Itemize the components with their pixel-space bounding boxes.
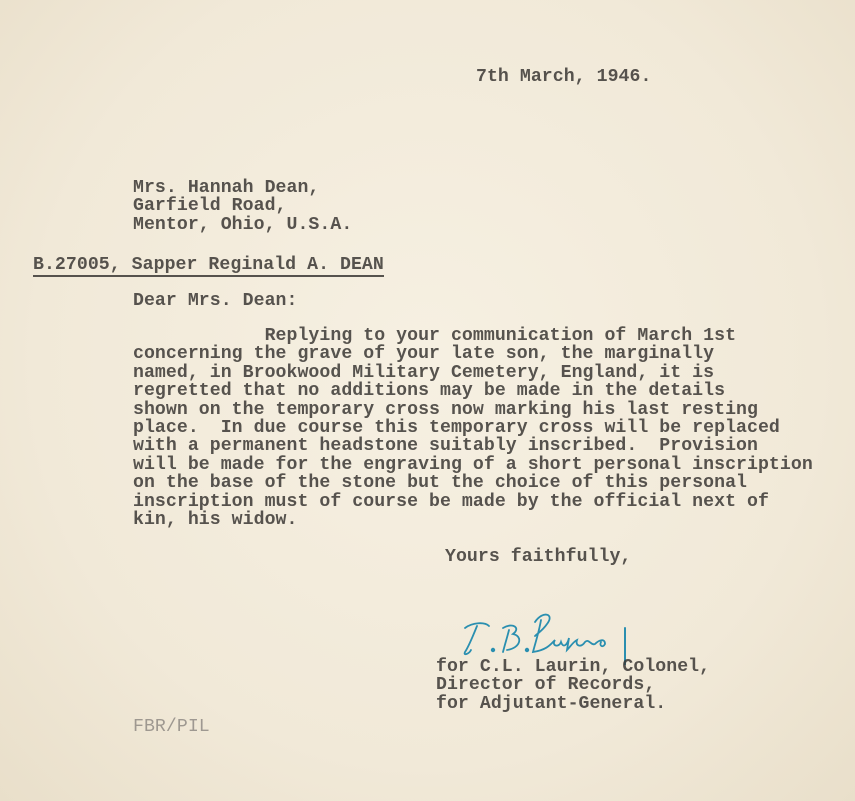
body-line: Replying to your communication of March 1st bbox=[133, 326, 737, 346]
address-line: Garfield Road, bbox=[133, 196, 287, 217]
body-line: inscription must of course be made by the official next of bbox=[133, 491, 769, 512]
body-line: will be made for the engraving of a short personal inscription bbox=[133, 454, 813, 475]
signature-block bbox=[436, 658, 710, 713]
handwritten-signature bbox=[455, 600, 645, 665]
body-line: on the base of the stone but the choice of this personal bbox=[133, 473, 747, 494]
body-line: regretted that no additions may be made in the details bbox=[133, 381, 726, 402]
letter-body bbox=[133, 327, 813, 529]
reference-initials: FBR/PIL bbox=[133, 717, 210, 737]
letter-date: 7th March, 1946. bbox=[476, 67, 652, 87]
address-line: Mrs. Hannah Dean, bbox=[133, 178, 320, 198]
body-line: concerning the grave of your late son, the marginally bbox=[133, 344, 715, 365]
signature-line: for C.L. Laurin, Colonel, bbox=[436, 657, 711, 677]
complimentary-close: Yours faithfully, bbox=[445, 547, 632, 567]
address-line: Mentor, Ohio, U.S.A. bbox=[133, 214, 353, 235]
signature-line: Director of Records, bbox=[436, 675, 656, 696]
body-line: kin, his widow. bbox=[133, 510, 298, 531]
signature-line: for Adjutant-General. bbox=[436, 693, 667, 714]
subject-reference: B.27005, Sapper Reginald A. DEAN bbox=[33, 256, 384, 277]
body-line: named, in Brookwood Military Cemetery, England, it is bbox=[133, 362, 715, 383]
body-line: with a permanent headstone suitably inscribed. Provision bbox=[133, 436, 758, 457]
body-line: shown on the temporary cross now marking his last resting bbox=[133, 399, 758, 420]
recipient-address bbox=[133, 179, 352, 234]
salutation: Dear Mrs. Dean: bbox=[133, 291, 298, 311]
body-line: place. In due course this temporary cross will be replaced bbox=[133, 418, 780, 439]
